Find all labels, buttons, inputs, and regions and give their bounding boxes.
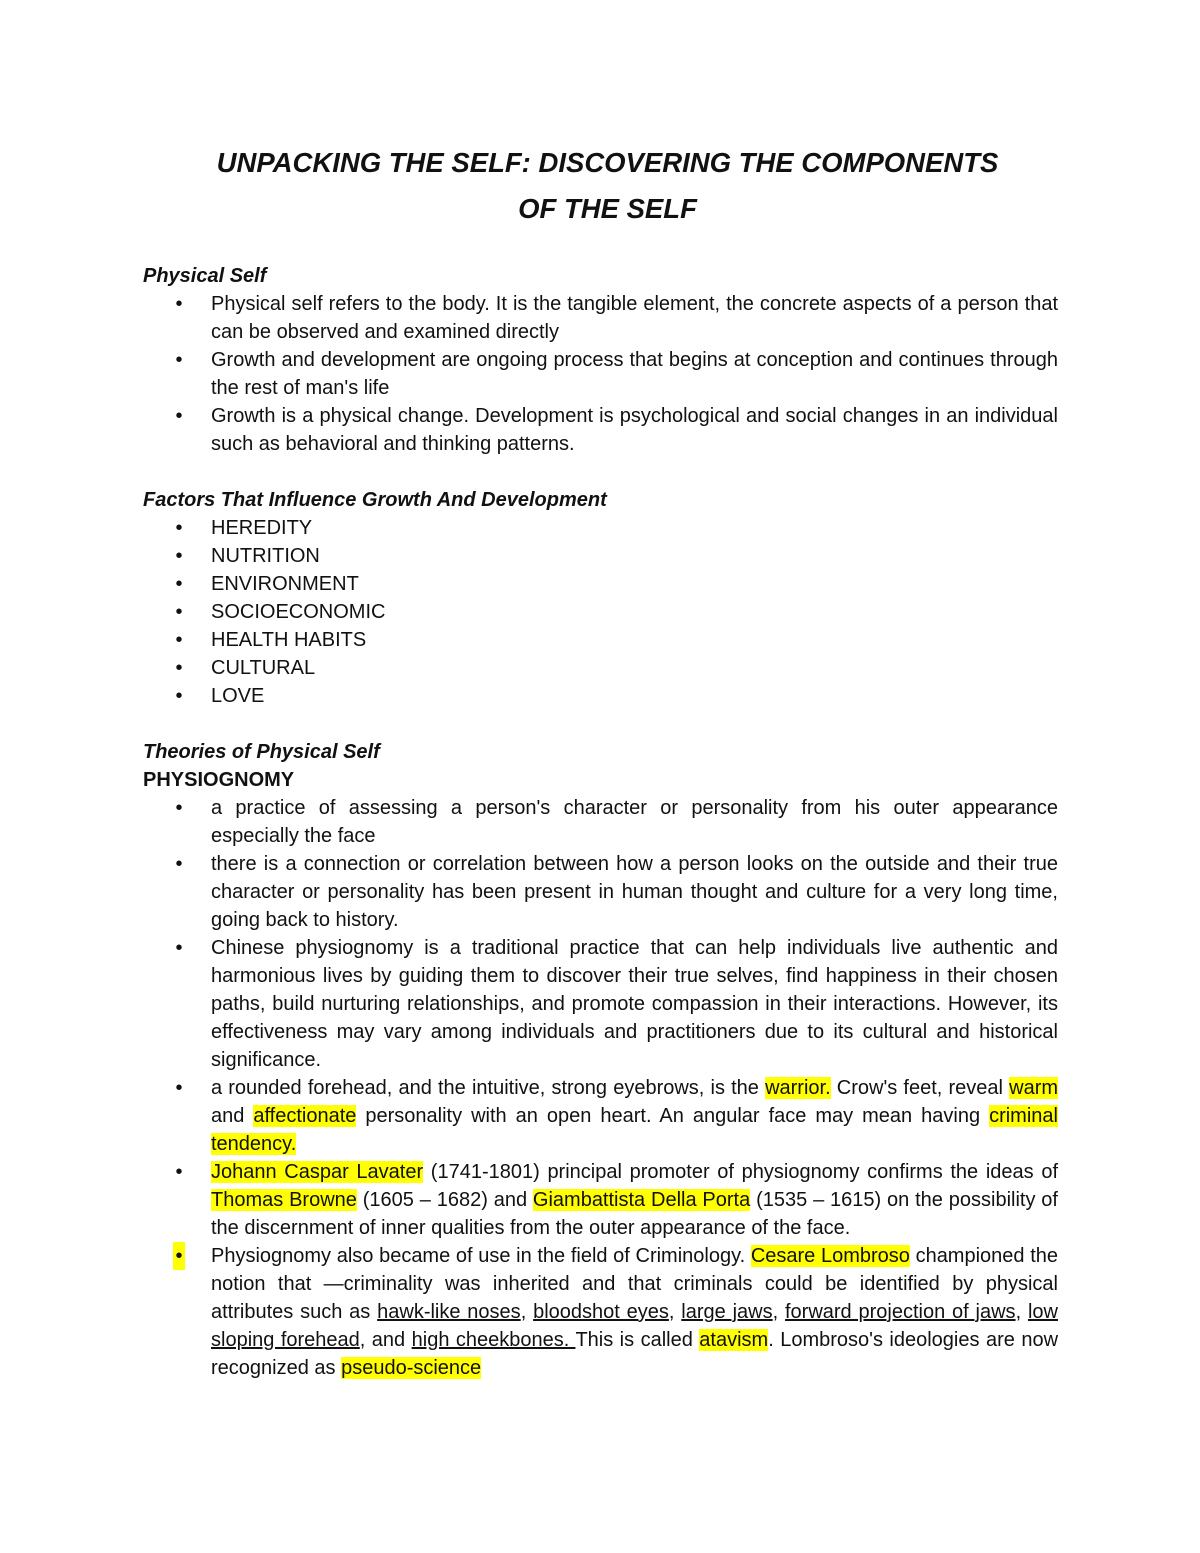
bullet-icon: • — [175, 797, 183, 819]
highlight-criminal-tendency: criminal tendency. — [211, 1105, 1058, 1155]
list-item: • Johann Caspar Lavater (1741-1801) principal promoter of physiognomy confirms the ideas of Thomas Browne (1605 – 1682) and Giambattista Della Porta (1535 – 1615) on the possibility of the discernment of inner qualities from the outer appearance of the face. — [211, 1158, 1058, 1242]
bullet-icon: • — [175, 1077, 183, 1099]
bullet-icon: • — [175, 405, 183, 427]
list-item: • Chinese physiognomy is a traditional practice that can help individuals live authentic and harmonious lives by guiding them to discover their true selves, find happiness in their chosen paths, build nurturing relationships, and promote compassion in their interactions. However, its effectiveness may vary among individuals and practitioners due to its cultural and historical significance. — [211, 934, 1058, 1074]
physical-self-list — [143, 290, 1058, 458]
list-item: • CULTURAL — [211, 654, 1058, 682]
document-title — [140, 140, 1075, 232]
underlined-term: hawk-like noses — [377, 1301, 521, 1323]
highlight-pseudo-science: pseudo-science — [341, 1357, 482, 1379]
list-item: • Growth and development are ongoing process that begins at conception and continues through the rest of man's life — [211, 346, 1058, 402]
highlight-lavater: Johann Caspar Lavater — [211, 1161, 424, 1183]
physiognomy-list — [143, 794, 1058, 1382]
highlight-browne: Thomas Browne — [211, 1189, 357, 1211]
underlined-term: forward projection of jaws — [784, 1301, 1016, 1323]
highlight-warm: warm — [1009, 1077, 1059, 1099]
list-item: • HEREDITY — [211, 514, 1058, 542]
list-item: • a practice of assessing a person's character or personality from his outer appearance especially the face — [211, 794, 1058, 850]
list-item: • NUTRITION — [211, 542, 1058, 570]
bullet-icon: • — [175, 517, 183, 539]
bullet-icon: • — [175, 853, 183, 875]
bullet-icon: • — [175, 1161, 183, 1183]
document-body — [143, 262, 1058, 1382]
bullet-icon: • — [175, 573, 183, 595]
title-line-1: UNPACKING THE SELF: DISCOVERING THE COMPONENTS — [216, 147, 999, 178]
list-item: • Physiognomy also became of use in the field of Criminology. Cesare Lombroso championed the notion that ―criminality was inherited and that criminals could be identified by physical attributes such as hawk-like noses, bloodshot eyes, large jaws, forward projection of jaws, low sloping forehead, and high cheekbones. This is called atavism. Lombroso's ideologies are now recognized as pseudo-science — [211, 1242, 1058, 1382]
bullet-icon: • — [175, 349, 183, 371]
highlight-della-porta: Giambattista Della Porta — [532, 1189, 751, 1211]
bullet-icon: • — [173, 1242, 185, 1270]
list-item: • there is a connection or correlation between how a person looks on the outside and their true character or personality has been present in human thought and culture for a very long time, going back to history. — [211, 850, 1058, 934]
underlined-term: bloodshot eyes — [533, 1301, 669, 1323]
highlight-affectionate: affectionate — [253, 1105, 357, 1127]
bullet-icon: • — [175, 545, 183, 567]
physical-self-heading: Physical Self — [143, 265, 267, 287]
underlined-term: high cheekbones. — [411, 1329, 576, 1351]
bullet-icon: • — [175, 293, 183, 315]
factors-heading: Factors That Influence Growth And Development — [143, 489, 607, 511]
underlined-term: low sloping forehead — [211, 1301, 1058, 1351]
highlight-atavism: atavism — [699, 1329, 769, 1351]
bullet-icon: • — [175, 601, 183, 623]
bullet-icon: • — [175, 685, 183, 707]
bullet-icon: • — [175, 937, 183, 959]
physiognomy-subheading: PHYSIOGNOMY — [143, 769, 295, 791]
list-item: • HEALTH HABITS — [211, 626, 1058, 654]
list-item: • Growth is a physical change. Development is psychological and social changes in an individual such as behavioral and thinking patterns. — [211, 402, 1058, 458]
bullet-icon: • — [175, 629, 183, 651]
underlined-term: large jaws — [681, 1301, 773, 1323]
list-item: • ENVIRONMENT — [211, 570, 1058, 598]
theories-heading: Theories of Physical Self — [143, 741, 380, 763]
list-item: • a rounded forehead, and the intuitive, strong eyebrows, is the warrior. Crow's feet, reveal warm and affectionate personality with an open heart. An angular face may mean having criminal tendency. — [211, 1074, 1058, 1158]
list-item: • Physical self refers to the body. It is the tangible element, the concrete aspects of a person that can be observed and examined directly — [211, 290, 1058, 346]
factors-list — [143, 514, 1058, 710]
highlight-lombroso: Cesare Lombroso — [750, 1245, 910, 1267]
list-item: • SOCIOECONOMIC — [211, 598, 1058, 626]
bullet-icon: • — [175, 657, 183, 679]
list-item: • LOVE — [211, 682, 1058, 710]
title-line-2: OF THE SELF — [518, 193, 697, 224]
highlight-warrior: warrior. — [765, 1077, 831, 1099]
